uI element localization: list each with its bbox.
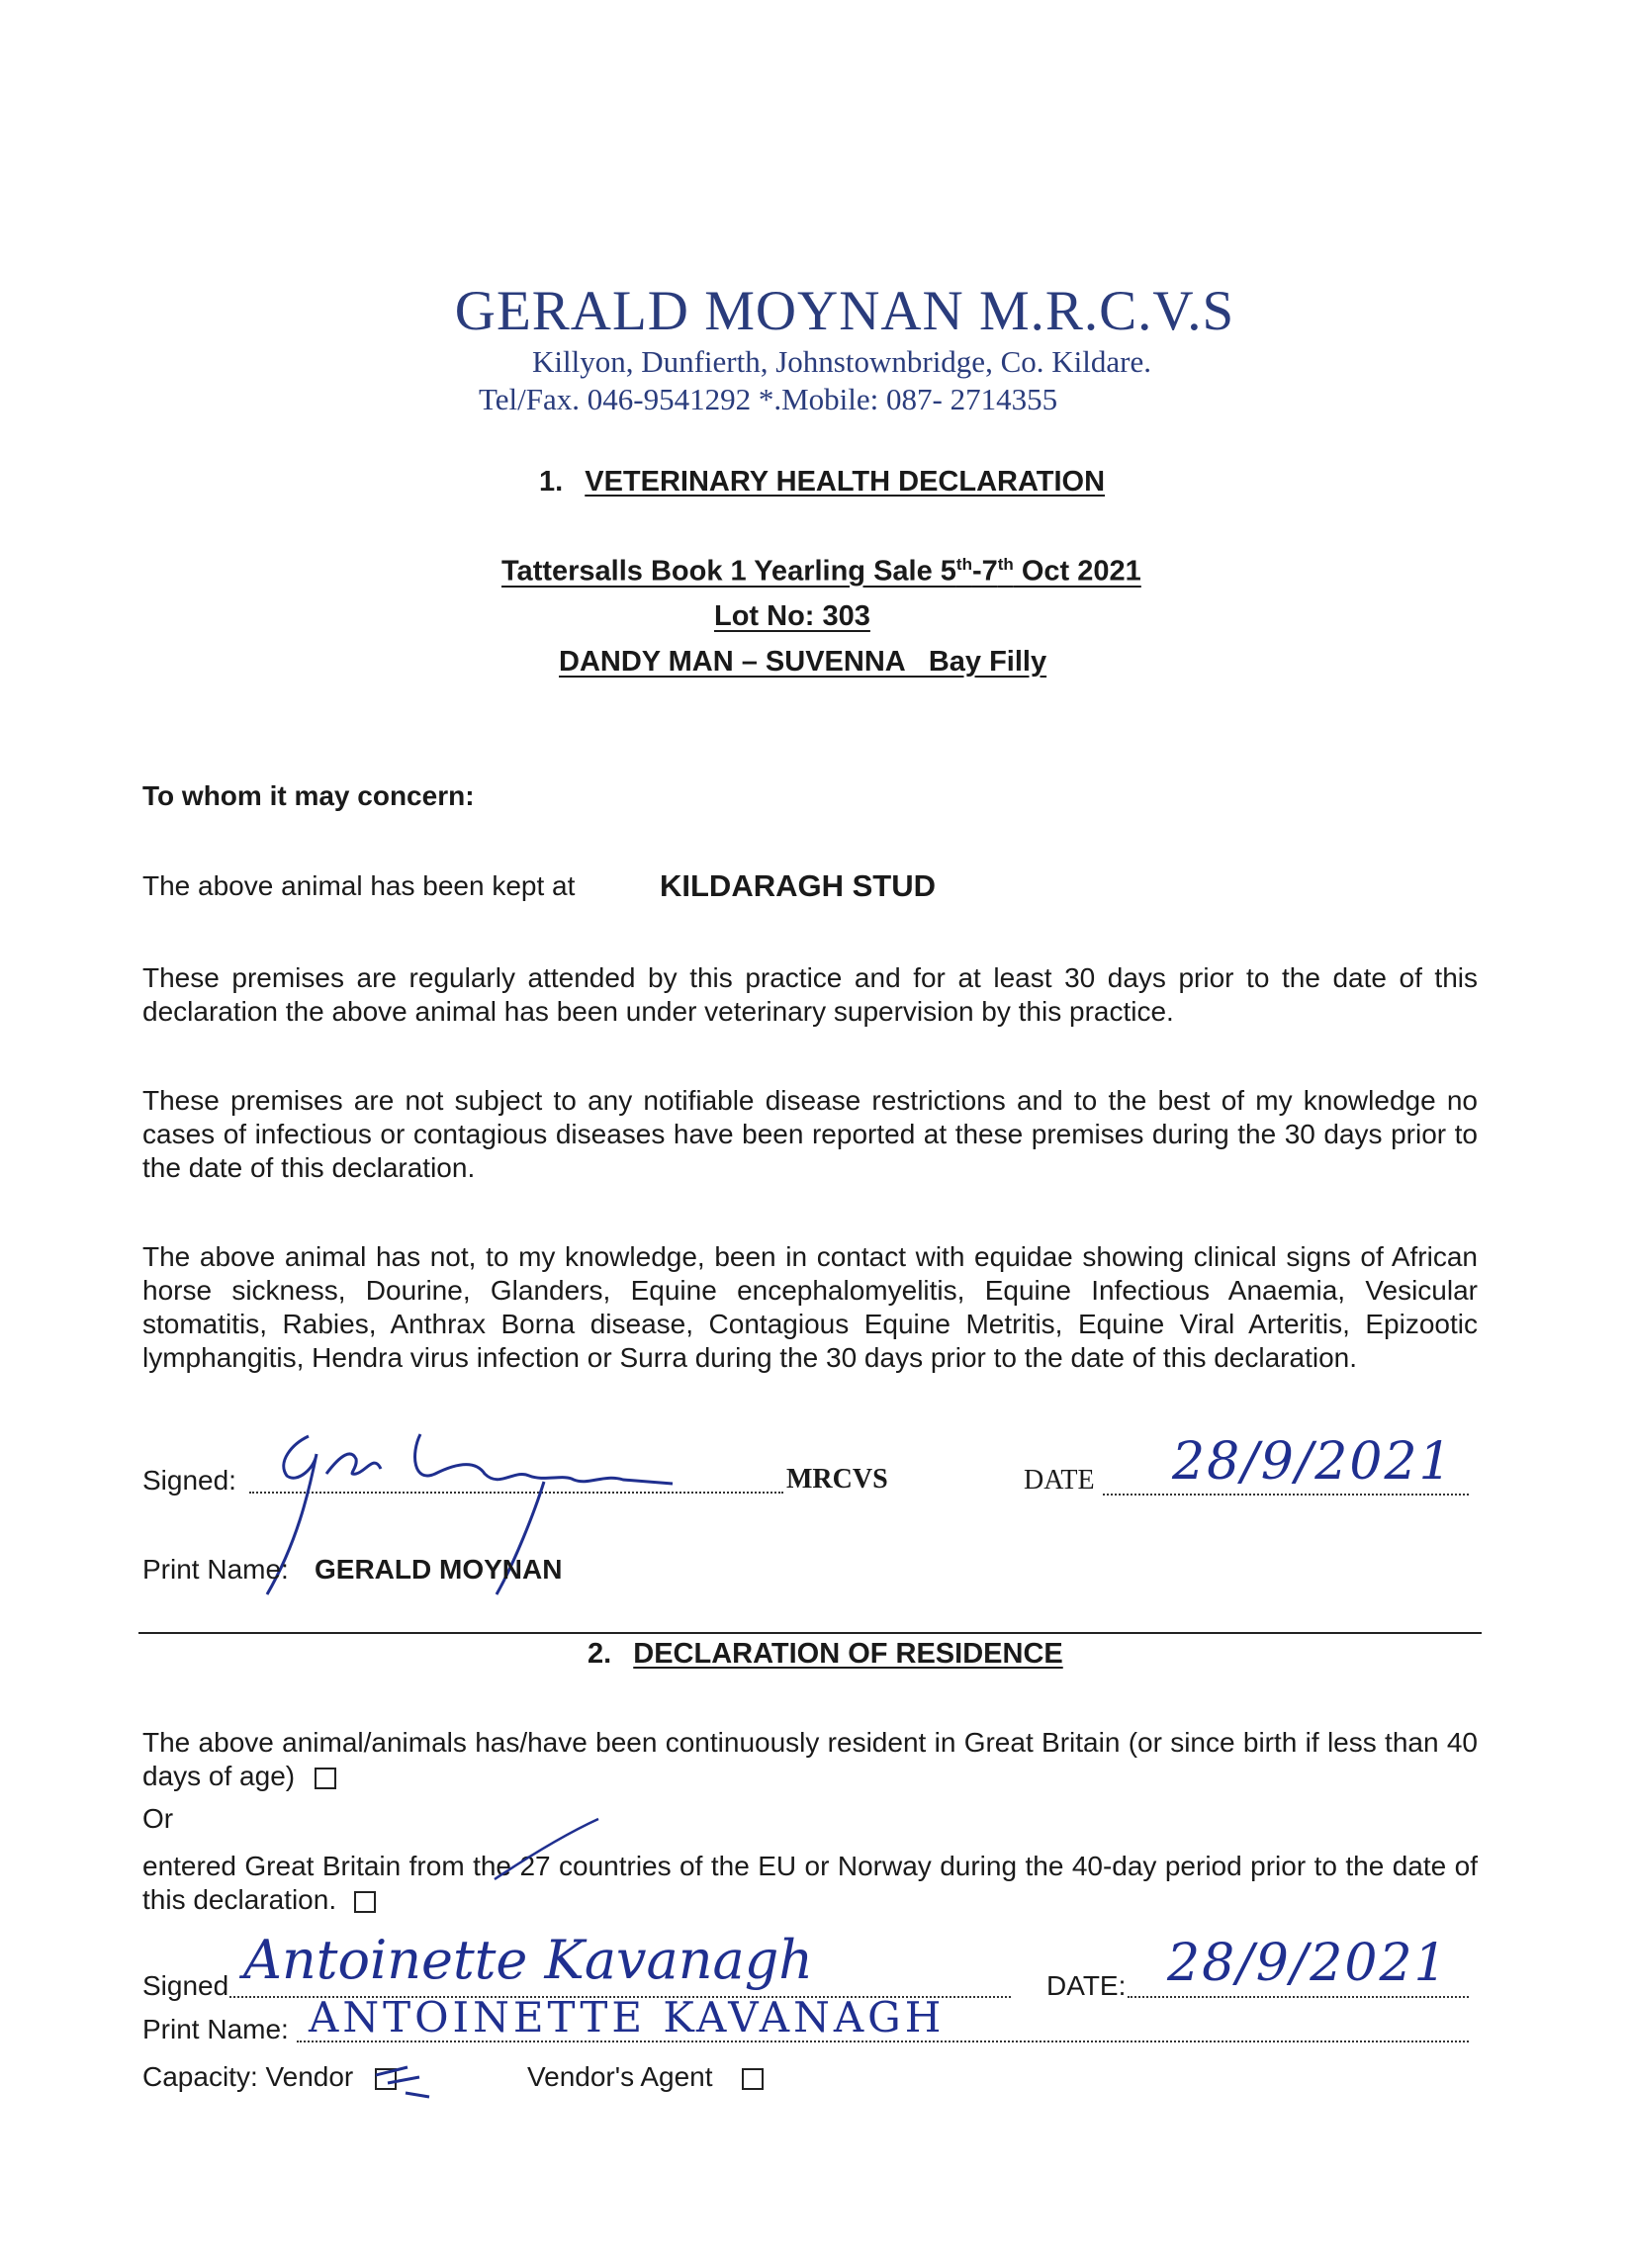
sale-title: [501, 555, 1141, 589]
entered-checkbox[interactable]: [354, 1891, 376, 1913]
section1-number: 1.: [539, 466, 564, 498]
salutation: To whom it may concern:: [142, 780, 475, 811]
entry-paragraph: [142, 1850, 1478, 1917]
print-name-label-2: Print Name:: [142, 2014, 289, 2044]
letterhead-contact: Tel/Fax. 046-9541292 *.Mobile: 087- 2714355: [479, 382, 1058, 416]
vendor-agent-checkbox[interactable]: [742, 2068, 764, 2090]
kept-at-value: KILDARAGH STUD: [660, 868, 936, 903]
print-name-value-1: GERALD MOYNAN: [315, 1554, 563, 1585]
resident-checkbox[interactable]: [315, 1768, 336, 1789]
kept-at-label: The above animal has been kept at: [142, 870, 576, 901]
paragraph-supervision: These premises are regularly attended by this practice and for at least 30 days prior to the date of this declaration the above animal has been under veterinary supervision by this practice.: [142, 962, 1478, 1027]
vendor-check-mark: [368, 2053, 447, 2103]
sale-title-pre: Tattersalls Book 1 Yearling Sale 5: [501, 555, 956, 588]
vendor-signature: Antoinette Kavanagh: [243, 1929, 814, 1991]
residence-text: The above animal/animals has/have been continuously resident in Great Britain (or since birth if less than 40 days of age): [142, 1727, 1478, 1791]
residence-paragraph: [142, 1726, 1478, 1793]
capacity-label: [142, 2061, 397, 2093]
section2-title: DECLARATION OF RESIDENCE: [633, 1638, 1063, 1670]
section2-number: 2.: [588, 1638, 612, 1670]
strike-mark: [485, 1815, 603, 1884]
print-name-value-2: ANTOINETTE KAVANAGH: [309, 1993, 946, 2041]
section1-title: VETERINARY HEALTH DECLARATION: [585, 466, 1106, 498]
lot-number: Lot No: 303: [714, 600, 870, 632]
section-divider: [138, 1632, 1482, 1634]
letterhead-name: GERALD MOYNAN M.R.C.V.S: [454, 280, 1235, 342]
date-label-1: DATE: [1024, 1465, 1095, 1496]
sale-sup-1: th: [955, 555, 972, 574]
section1-heading: [539, 466, 1105, 499]
paragraph-restrictions: These premises are not subject to any notifiable disease restrictions and to the best of my knowledge no cases of infectious or contagious diseases have been reported at these premises during the 30 days prior to the date of this declaration.: [142, 1085, 1478, 1183]
sale-title-mid: -7: [971, 555, 998, 588]
mrcvs-suffix: MRCVS: [786, 1464, 888, 1495]
section2-heading: [588, 1638, 1063, 1671]
date-value-2: 28/9/2021: [1167, 1934, 1449, 1993]
date-value-1: 28/9/2021: [1172, 1432, 1454, 1492]
vendor-agent-option: [527, 2061, 764, 2093]
vendor-agent-label: Vendor's Agent: [527, 2061, 713, 2092]
letterhead-address: Killyon, Dunfierth, Johnstownbridge, Co. Kildare.: [532, 344, 1151, 379]
sale-title-post: Oct 2021: [1013, 555, 1141, 588]
print-name-label-1: Print Name:: [142, 1554, 289, 1585]
or-label: Or: [142, 1803, 174, 1834]
sale-sup-2: th: [997, 555, 1014, 574]
date-label-2: DATE:: [1046, 1970, 1127, 2001]
horse-description: DANDY MAN – SUVENNA Bay Filly: [559, 646, 1047, 678]
signed-label-1: Signed:: [142, 1465, 236, 1496]
capacity-vendor-label: Capacity: Vendor: [142, 2061, 354, 2092]
paragraph-diseases: The above animal has not, to my knowledge, been in contact with equidae showing clinical signs of African horse sickness, Dourine, Glanders, Equine encephalomyelitis, Equine Infectious Anaemia, Vesicular stomatitis, Rabies, Anthrax Borna disease, Contagious Equine Metritis, Equine Viral Arteritis, Epizootic lymphangitis, Hendra virus infection or Surra during the 30 days prior to the date of this declaration.: [142, 1241, 1478, 1373]
entry-text: entered Great Britain from the 27 countries of the EU or Norway during the 40-day period prior to the date of this declaration.: [142, 1851, 1478, 1915]
signed-label-2: Signed: [142, 1970, 229, 2001]
